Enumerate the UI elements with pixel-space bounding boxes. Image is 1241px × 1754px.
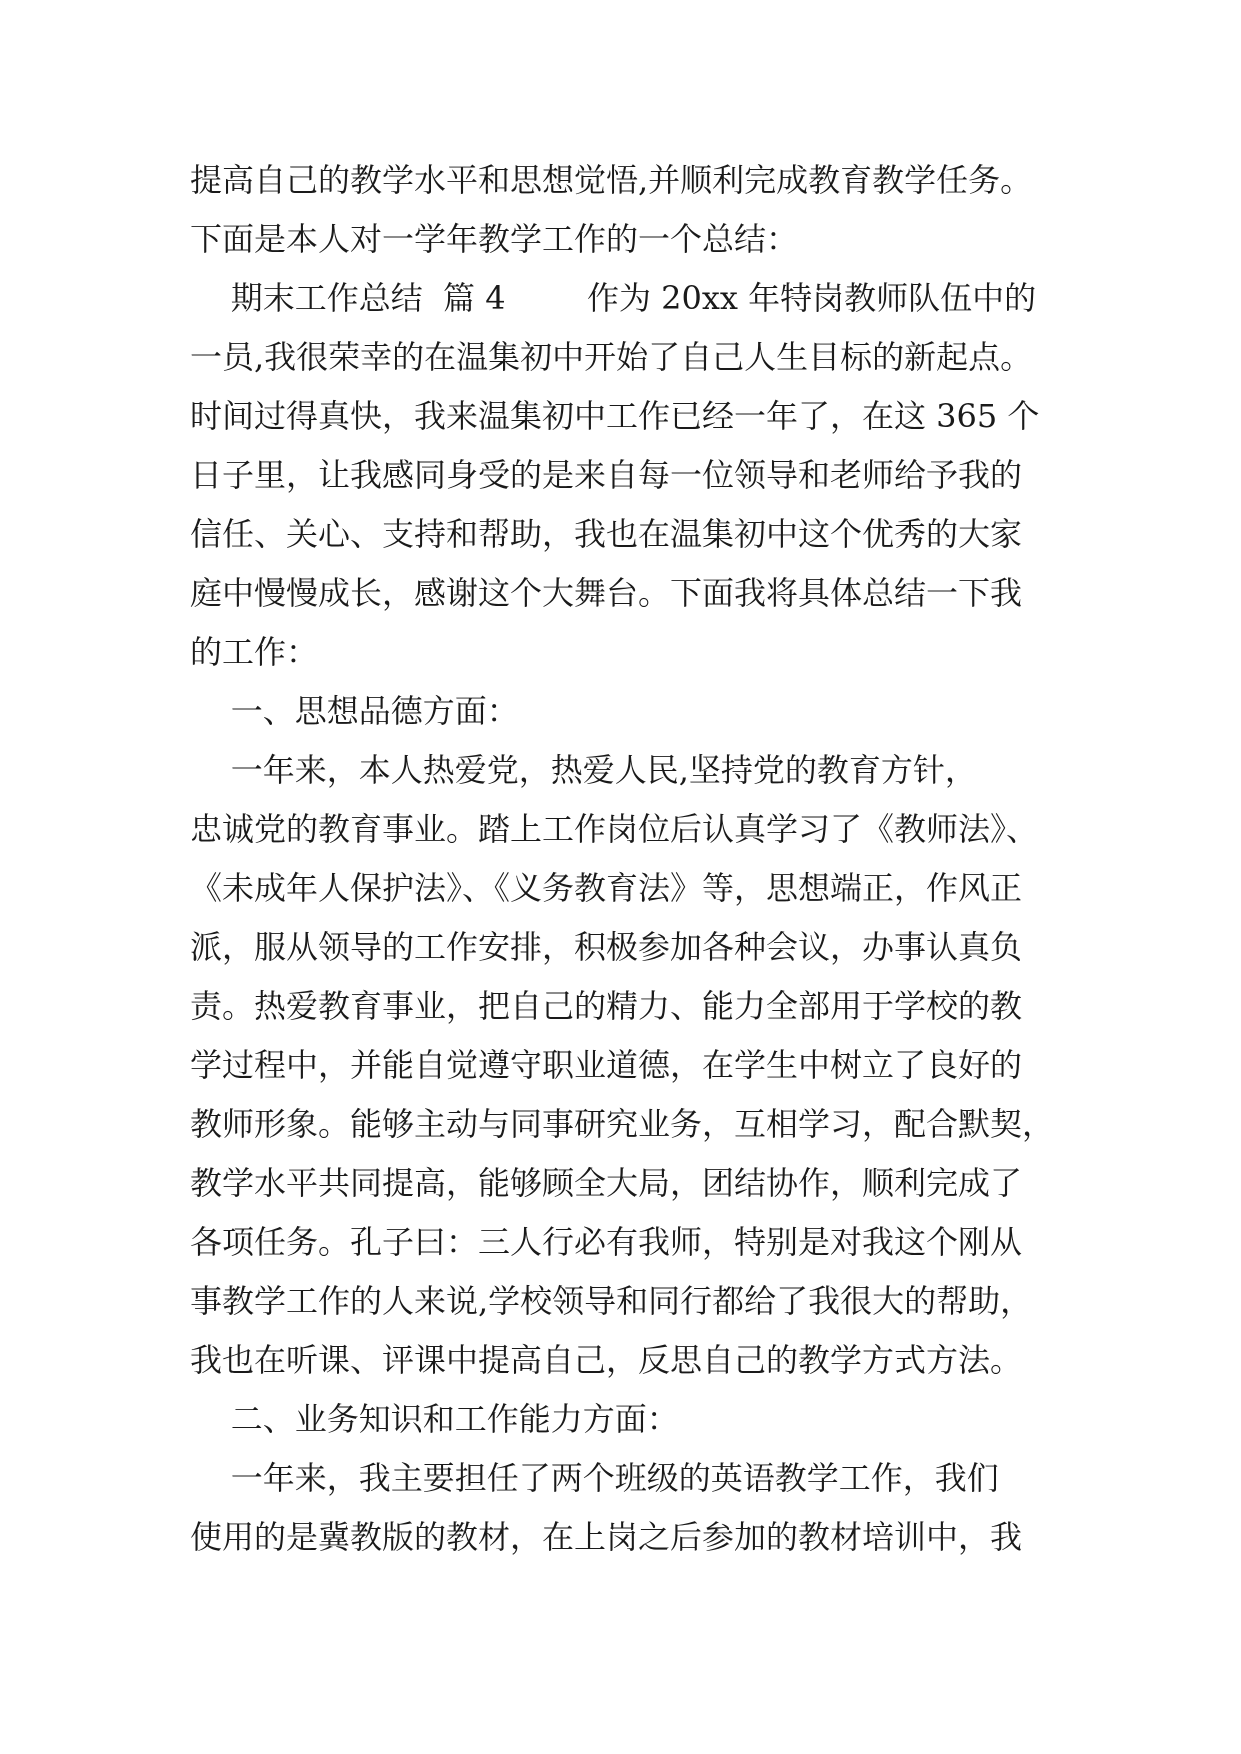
text-line: 事教学工作的人来说,学校领导和同行都给了我很大的帮助， bbox=[190, 1282, 1033, 1320]
text-line: 使用的是冀教版的教材，在上岗之后参加的教材培训中，我 bbox=[190, 1518, 1023, 1556]
text-line: 期末工作总结 篇 4 作为 20xx 年特岗教师队伍中的 bbox=[190, 279, 1037, 317]
text-line: 庭中慢慢成长，感谢这个大舞台。下面我将具体总结一下我 bbox=[190, 574, 1023, 612]
text-line: 的工作： bbox=[190, 633, 319, 671]
text-line: 各项任务。孔子曰：三人行必有我师，特别是对我这个刚从 bbox=[190, 1223, 1023, 1261]
text-line: 下面是本人对一学年教学工作的一个总结： bbox=[190, 220, 799, 258]
text-line: 信任、关心、支持和帮助，我也在温集初中这个优秀的大家 bbox=[190, 515, 1023, 553]
text-line: 派，服从领导的工作安排，积极参加各种会议，办事认真负 bbox=[190, 928, 1023, 966]
text-line: 《未成年人保护法》、《义务教育法》等，思想端正，作风正 bbox=[190, 869, 1023, 907]
text-line: 一年来，我主要担任了两个班级的英语教学工作，我们 bbox=[190, 1459, 999, 1497]
text-line: 日子里，让我感同身受的是来自每一位领导和老师给予我的 bbox=[190, 456, 1023, 494]
text-line: 时间过得真快，我来温集初中工作已经一年了，在这 365 个 bbox=[190, 397, 1040, 435]
text-line: 学过程中，并能自觉遵守职业道德，在学生中树立了良好的 bbox=[190, 1046, 1023, 1084]
text-line: 教师形象。能够主动与同事研究业务，互相学习，配合默契， bbox=[190, 1105, 1055, 1143]
text-line: 责。热爱教育事业，把自己的精力、能力全部用于学校的教 bbox=[190, 987, 1023, 1025]
text-line: 提高自己的教学水平和思想觉悟,并顺利完成教育教学任务。 bbox=[190, 161, 1033, 199]
text-line: 一员,我很荣幸的在温集初中开始了自己人生目标的新起点。 bbox=[190, 338, 1033, 376]
text-line: 我也在听课、评课中提高自己，反思自己的教学方式方法。 bbox=[190, 1341, 1023, 1379]
text-line: 教学水平共同提高，能够顾全大局，团结协作，顺利完成了 bbox=[190, 1164, 1023, 1202]
text-line: 忠诚党的教育事业。踏上工作岗位后认真学习了《教师法》、 bbox=[190, 810, 1039, 848]
section-heading: 一、思想品德方面： bbox=[190, 692, 519, 730]
section-heading: 二、业务知识和工作能力方面： bbox=[190, 1400, 679, 1438]
text-line: 一年来，本人热爱党，热爱人民,坚持党的教育方针， bbox=[190, 751, 977, 789]
